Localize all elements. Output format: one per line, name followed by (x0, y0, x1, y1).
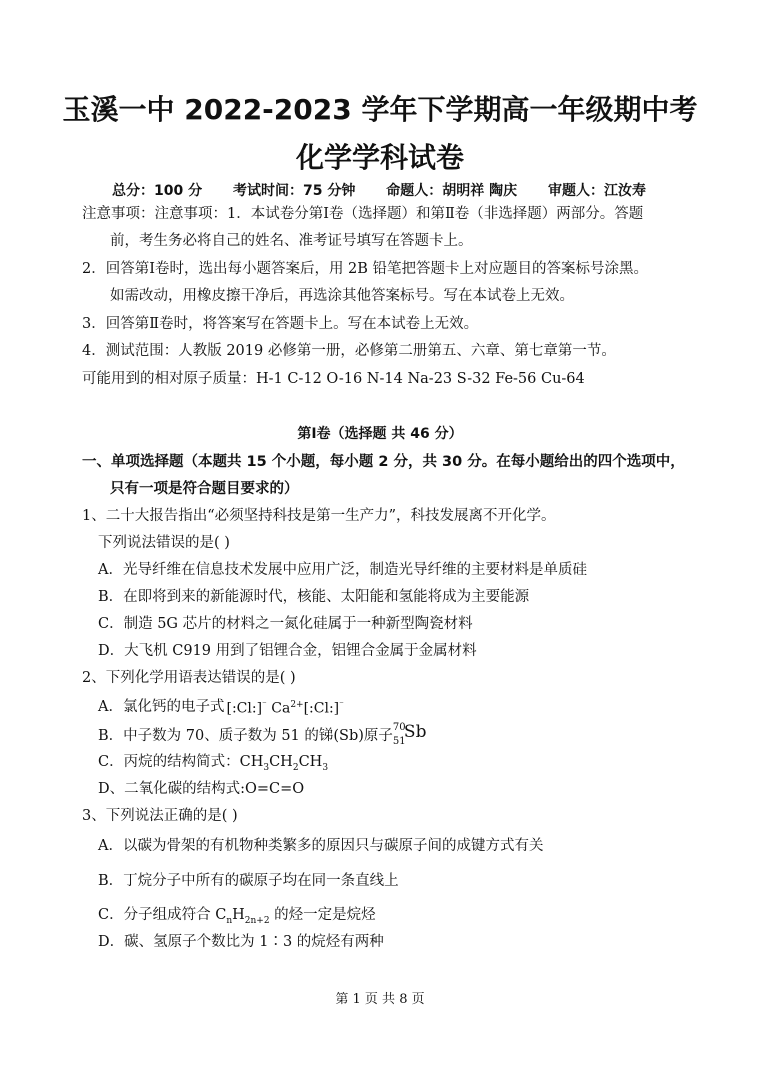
exam-title: 玉溪一中 2022-2023 学年下学期高一年级期中考 (62, 93, 698, 126)
mass-number: 70 (392, 722, 406, 733)
reviewer: 审题人：江汝寿 (547, 183, 646, 199)
q3-option-c: C．分子组成符合 $C_nH_{2n+2}$ 的烃一定是烷烃 (98, 907, 376, 926)
q1-stem-2: 下列说法错误的是( ) (98, 535, 230, 551)
q1-option-c: C．制造 5G 芯片的材料之一氮化硅属于一种新型陶瓷材料 (98, 616, 473, 632)
part1-instruction-2: 只有一项是符合题目要求的） (110, 481, 299, 497)
q3-option-d: D．碳、氢原子个数比为 1∶3 的烷烃有两种 (98, 934, 384, 950)
note-4: 4．测试范围：人教版 2019 必修第一册，必修第二册第五、六章、第七章第一节。 (82, 343, 616, 359)
exam-subtitle: 化学学科试卷 (295, 141, 464, 174)
atomic-number: 51 (392, 736, 406, 747)
q2-option-a (98, 695, 344, 719)
q3-option-b: B．丁烷分子中所有的碳原子均在同一条直线上 (98, 873, 399, 889)
note-1b: 前，考生务必将自己的姓名、准考证号填写在答题卡上。 (110, 233, 473, 249)
ca-charge: 2+ (290, 700, 304, 710)
element-symbol: Sb (403, 722, 427, 742)
q2-option-a-label: A．氯化钙的电子式 (98, 698, 225, 715)
q2-option-c (98, 752, 328, 778)
q1-option-a: A．光导纤维在信息技术发展中应用广泛，制造光导纤维的主要材料是单质硅 (98, 562, 587, 578)
q2-option-d: D、二氧化碳的结构式:O=C=O (98, 781, 305, 797)
note-2: 2．回答第Ⅰ卷时，选出每小题答案后，用 2B 铅笔把答题卡上对应题目的答案标号涂黑。 (82, 261, 649, 277)
cl-left-charge: ⁻ (262, 700, 267, 710)
note-2b: 如需改动，用橡皮擦干净后，再选涂其他答案标号。写在本试卷上无效。 (110, 288, 574, 304)
electron-formula (226, 695, 343, 719)
q2-option-b (98, 724, 433, 746)
sb-nuclide (393, 724, 433, 746)
propane-formula: $CH_3CH_2CH_3$ (239, 754, 329, 773)
q1-stem: 1、二十大报告指出“必须坚持科技是第一生产力”，科技发展离不开化学。 (82, 508, 556, 524)
cl-right: [:Cl:] (303, 700, 340, 717)
page-number: 第 1 页 共 8 页 (335, 992, 425, 1007)
q3-stem: 3、下列说法正确的是( ) (82, 808, 238, 824)
ca-symbol: Ca (271, 700, 291, 717)
note-3: 3．回答第Ⅱ卷时，将答案写在答题卡上。写在本试卷上无效。 (82, 316, 479, 332)
q3-option-a: A．以碳为骨架的有机物种类繁多的原因只与碳原子间的成键方式有关 (98, 838, 544, 854)
q1-option-d: D．大飞机 C919 用到了铝锂合金，铝锂合金属于金属材料 (98, 643, 477, 659)
exam-time: 考试时间：75 分钟 (232, 183, 356, 199)
q1-option-b: B．在即将到来的新能源时代，核能、太阳能和氢能将成为主要能源 (98, 589, 530, 605)
q2-option-b-label: B．中子数为 70、质子数为 51 的锑(Sb)原子 (98, 728, 393, 744)
note-1: 注意事项：注意事项：1．本试卷分第Ⅰ卷（选择题）和第Ⅱ卷（非选择题）两部分。答题 (82, 206, 644, 222)
atomic-masses: 可能用到的相对原子质量：H-1 C-12 O-16 N-14 Na-23 S-32 Fe-56 Cu-64 (82, 371, 585, 387)
total-score: 总分：100 分 (112, 183, 203, 199)
cl-right-charge: ⁻ (339, 700, 344, 710)
q2-option-c-label: C．丙烷的结构简式： (98, 754, 240, 770)
part1-instruction: 一、单项选择题（本题共 15 个小题，每小题 2 分，共 30 分。在每小题给出的四个选项中， (82, 454, 685, 470)
q2-stem: 2、下列化学用语表达错误的是( ) (82, 670, 296, 686)
author: 命题人：胡明祥 陶庆 (386, 183, 518, 199)
section-title: 第Ⅰ卷（选择题 共 46 分） (297, 426, 463, 442)
exam-meta (112, 180, 672, 200)
cl-left: [:Cl:] (226, 700, 263, 717)
